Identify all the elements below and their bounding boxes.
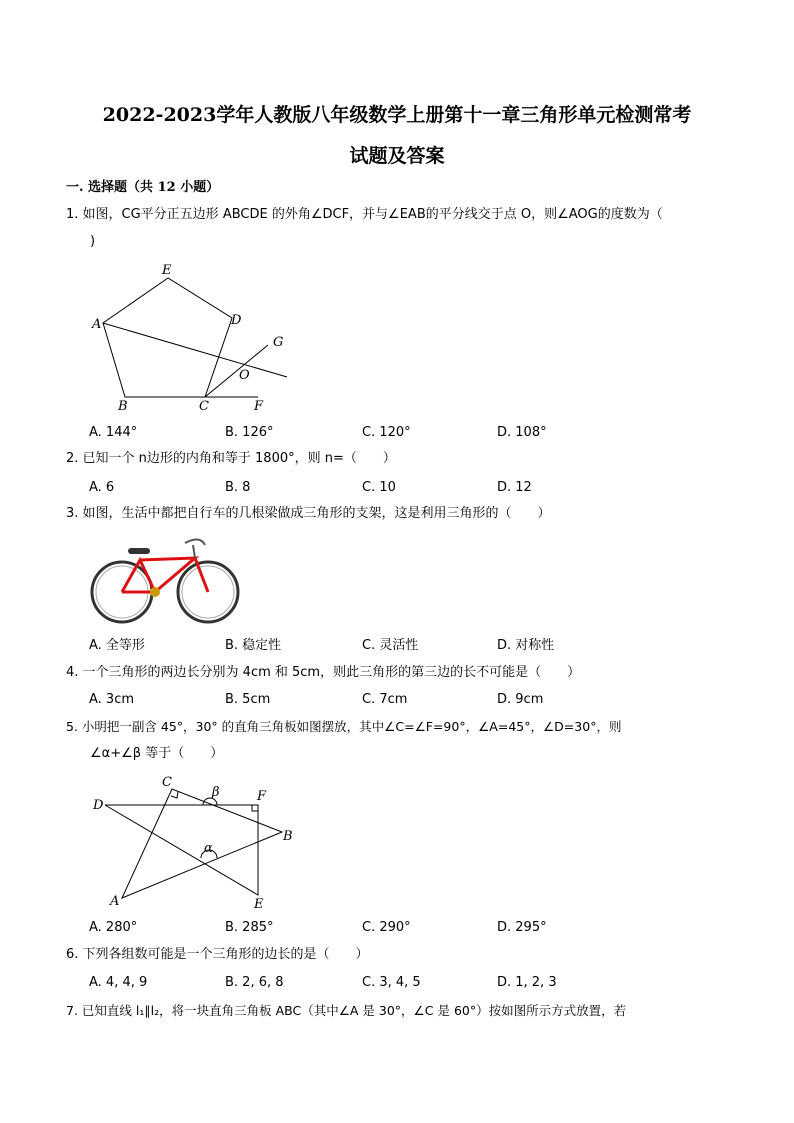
option-6d[interactable]: D. 1, 2, 3 xyxy=(497,975,557,990)
option-4b[interactable]: B. 5cm xyxy=(225,692,271,707)
label-F: F xyxy=(254,399,264,414)
question-2: 2. 已知一个 n边形的内角和等于 1800°，则 n=（ ） xyxy=(66,451,396,466)
figure-triangles xyxy=(105,789,282,898)
doc-title-line1: 2022-2023学年人教版八年级数学上册第十一章三角形单元检测常考 xyxy=(102,104,692,126)
question-5: 5. 小明把一副含 45°，30° 的直角三角板如图摆放，其中∠C=∠F=90°，∠A=45°，∠D=30°，则 xyxy=(66,719,622,734)
label-O: O xyxy=(239,368,250,383)
label-C: C xyxy=(199,399,209,414)
question-7: 7. 已知直线 l₁∥l₂，将一块直角三角板 ABC（其中∠A 是 30°，∠C 是 60°）按如图所示方式放置，若 xyxy=(66,1003,627,1018)
question-4: 4. 一个三角形的两边长分别为 4cm 和 5cm，则此三角形的第三边的长不可能是（ ） xyxy=(66,665,581,680)
option-4a[interactable]: A. 3cm xyxy=(89,692,135,707)
option-1d[interactable]: D. 108° xyxy=(497,425,547,440)
option-6c[interactable]: C. 3, 4, 5 xyxy=(362,975,421,990)
option-3a[interactable]: A. 全等形 xyxy=(89,638,145,653)
option-5d[interactable]: D. 295° xyxy=(497,920,547,935)
question-6: 6. 下列各组数可能是一个三角形的边长的是（ ） xyxy=(66,947,369,962)
option-1b[interactable]: B. 126° xyxy=(225,425,274,440)
option-5a[interactable]: A. 280° xyxy=(89,920,138,935)
section-heading: 一. 选择题（共 12 小题） xyxy=(66,180,220,195)
option-2a[interactable]: A. 6 xyxy=(89,480,115,495)
label-A: A xyxy=(110,894,120,909)
label-B: B xyxy=(283,829,293,844)
option-2c[interactable]: C. 10 xyxy=(362,480,396,495)
label-beta: β xyxy=(212,785,220,800)
label-D: D xyxy=(231,313,242,328)
option-1c[interactable]: C. 120° xyxy=(362,425,411,440)
option-4c[interactable]: C. 7cm xyxy=(362,692,408,707)
label-A: A xyxy=(92,317,102,332)
figure-bicycle xyxy=(88,530,240,628)
option-2d[interactable]: D. 12 xyxy=(497,480,532,495)
option-4d[interactable]: D. 9cm xyxy=(497,692,544,707)
question-5-cont: ∠α+∠β 等于（ ） xyxy=(90,746,224,761)
label-C: C xyxy=(162,775,172,790)
question-1: 1. 如图，CG平分正五边形 ABCDE 的外角∠DCF，并与∠EAB的平分线交于点 O，则∠AOG的度数为（ xyxy=(66,207,663,222)
option-2b[interactable]: B. 8 xyxy=(225,480,251,495)
option-5b[interactable]: B. 285° xyxy=(225,920,274,935)
label-F: F xyxy=(257,789,267,804)
label-E: E xyxy=(162,263,172,278)
question-3: 3. 如图，生活中都把自行车的几根梁做成三角形的支架，这是利用三角形的（ ） xyxy=(66,506,551,521)
figure-pentagon xyxy=(103,278,287,397)
option-6a[interactable]: A. 4, 4, 9 xyxy=(89,975,148,990)
label-E: E xyxy=(254,897,264,912)
question-1-cont: ) xyxy=(90,234,96,249)
option-3b[interactable]: B. 稳定性 xyxy=(225,638,282,653)
option-1a[interactable]: A. 144° xyxy=(89,425,138,440)
option-6b[interactable]: B. 2, 6, 8 xyxy=(225,975,284,990)
option-3c[interactable]: C. 灵活性 xyxy=(362,638,419,653)
label-B: B xyxy=(118,399,128,414)
option-3d[interactable]: D. 对称性 xyxy=(497,638,555,653)
option-5c[interactable]: C. 290° xyxy=(362,920,411,935)
doc-title-line2: 试题及答案 xyxy=(349,145,445,167)
label-G: G xyxy=(273,335,284,350)
label-alpha: α xyxy=(204,841,213,856)
label-D: D xyxy=(93,798,104,813)
